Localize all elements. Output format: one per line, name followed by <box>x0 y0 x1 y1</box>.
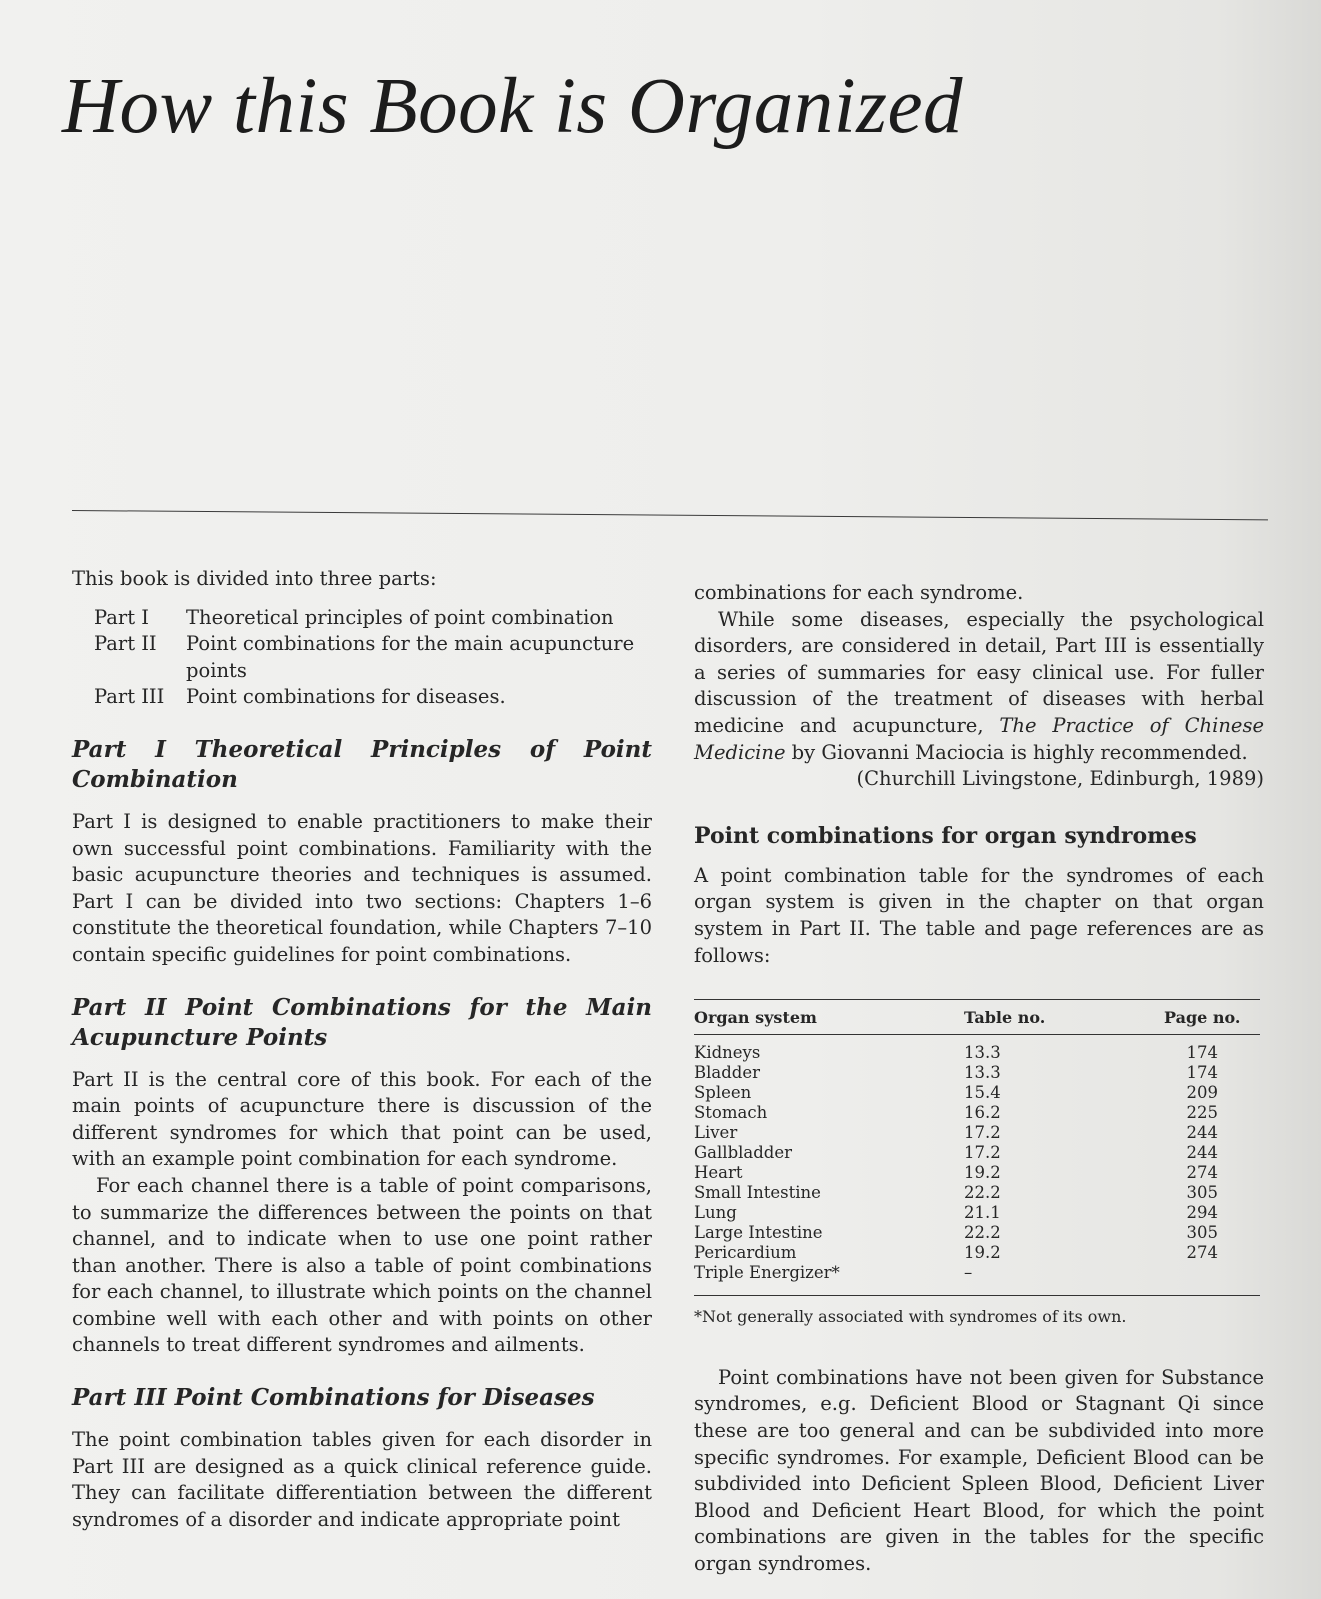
table-row <box>694 1203 1260 1223</box>
column-header-table: Table no. <box>964 1000 1164 1035</box>
left-column <box>72 566 652 1533</box>
page-no-cell: 209 <box>1186 1083 1218 1103</box>
table-footnote: *Not generally associated with syndromes of its own. <box>694 1307 1127 1327</box>
table-no-cell: 13.3 <box>964 1063 1001 1083</box>
title-divider <box>72 510 1268 520</box>
part-item <box>94 605 652 632</box>
organ-cell: Kidneys <box>694 1043 761 1063</box>
section-body-part-1: Part I is designed to enable practitioners to make their own successful point combinations. Familiarity with the basic acupuncture theories and techniques is assumed. Part I can be divided into two sections: Chapters 1–6 constitute the theoretical foundation, while Chapters 7–10 contain specific guidelines for point combinations. <box>72 809 652 966</box>
organ-cell: Spleen <box>694 1083 752 1103</box>
table-row <box>694 1163 1260 1183</box>
table-no-cell: 15.4 <box>964 1083 1001 1103</box>
part-text: Theoretical principles of point combination <box>186 605 614 629</box>
column-header-page: Page no. <box>1164 1000 1260 1035</box>
table-no-cell: 22.2 <box>964 1183 1001 1203</box>
part-text: Point combinations for the main acupuncture points <box>186 632 635 682</box>
parts-list <box>94 605 652 711</box>
table-no-cell: 22.2 <box>964 1223 1001 1243</box>
page-no-cell: 294 <box>1186 1203 1218 1223</box>
table-row <box>694 1243 1260 1263</box>
table-no-cell: 17.2 <box>964 1143 1001 1163</box>
table-no-cell: – <box>964 1263 973 1283</box>
section-body-part-3-continued: combinations for each syndrome. <box>694 581 1024 604</box>
organ-cell: Lung <box>694 1203 737 1223</box>
page-no-cell: 305 <box>1186 1183 1218 1203</box>
table-row <box>694 1123 1260 1143</box>
page-no-cell: 174 <box>1186 1043 1218 1063</box>
page-no-cell: 274 <box>1186 1243 1218 1263</box>
part-label: Part II <box>94 632 157 656</box>
intro-text: This book is divided into three parts: <box>72 567 437 590</box>
organ-table-header <box>694 1000 1260 1035</box>
table-row <box>694 1223 1260 1243</box>
organ-cell: Gallbladder <box>694 1143 793 1163</box>
organ-cell: Stomach <box>694 1103 768 1123</box>
page-no-cell: 174 <box>1186 1063 1218 1083</box>
section-heading-part-2: Part II Point Combinations for the Main Acupuncture Points <box>72 993 652 1051</box>
book-title: The Practice of Chinese Medicine <box>694 713 1264 764</box>
part-text: Point combinations for diseases. <box>186 685 506 709</box>
table-row <box>694 1183 1260 1203</box>
organ-cell: Triple Energizer* <box>694 1263 840 1283</box>
citation: (Churchill Livingstone, Edinburgh, 1989) <box>856 767 1264 791</box>
page-no-cell: 274 <box>1186 1163 1218 1183</box>
table-row <box>694 1263 1260 1296</box>
table-row <box>694 1063 1260 1083</box>
column-header-organ: Organ system <box>694 1000 964 1035</box>
organ-syndromes-heading: Point combinations for organ syndromes <box>694 822 1197 849</box>
table-no-cell: 16.2 <box>964 1103 1001 1123</box>
table-row <box>694 1143 1260 1163</box>
page-no-cell: 225 <box>1186 1103 1218 1123</box>
organ-cell: Small Intestine <box>694 1183 821 1203</box>
organ-cell: Liver <box>694 1123 738 1143</box>
organ-table <box>694 999 1260 1296</box>
right-column <box>694 580 1264 1577</box>
table-row <box>694 1035 1260 1064</box>
table-no-cell: 21.1 <box>964 1203 1001 1223</box>
page-no-cell: 244 <box>1186 1123 1218 1143</box>
page-no-cell <box>1164 1263 1260 1296</box>
page-no-cell: 244 <box>1186 1143 1218 1163</box>
organ-cell: Heart <box>694 1163 743 1183</box>
page-no-cell: 305 <box>1186 1223 1218 1243</box>
section-body-part-2a: Part II is the central core of this book. For each of the main points of acupuncture there is discussion of the different syndromes for which that point can be used, with an example point combination for each syndrome. <box>72 1067 652 1171</box>
part-item <box>94 631 652 684</box>
organ-cell: Large Intestine <box>694 1223 823 1243</box>
section-body-part-2b: For each channel there is a table of point comparisons, to summarize the differences between the points on that channel, and to indicate when to use one point rather than another. There is also a table of point combinations for each channel, to illustrate which points on the channel combine well with each other and with points on other channels to treat different syndromes and ailments. <box>72 1173 652 1357</box>
page-title: How this Book is Organized <box>62 63 964 150</box>
organ-closing-text: Point combinations have not been given for Substance syndromes, e.g. Deficient Blood or Stagnant Qi since these are too general and can be subdivided into more specific syndromes. For example, Deficient Blood can be subdivided into Deficient Spleen Blood, Deficient Liver Blood and Deficient Heart Blood, for which the point combinations are given in the tables for the specific organ syndromes. <box>694 1365 1264 1575</box>
table-no-cell: 19.2 <box>964 1243 1001 1263</box>
part-label: Part III <box>94 685 165 709</box>
organ-cell: Pericardium <box>694 1243 797 1263</box>
section-heading-part-3: Part III Point Combinations for Diseases <box>72 1384 595 1412</box>
table-no-cell: 13.3 <box>964 1043 1001 1063</box>
organ-syndromes-body: A point combination table for the syndromes of each organ system is given in the chapter on that organ system in Part II. The table and page references are as follows: <box>694 863 1264 967</box>
table-row <box>694 1103 1260 1123</box>
table-no-cell: 19.2 <box>964 1163 1001 1183</box>
part-item <box>94 684 652 711</box>
organ-cell: Bladder <box>694 1063 761 1083</box>
table-row <box>694 1083 1260 1103</box>
table-no-cell: 17.2 <box>964 1123 1001 1143</box>
section-body-part-3b: While some diseases, especially the psychological disorders, are considered in detail, Part III is essentially a series of summaries for easy clinical use. For fuller discussion of the treatment of diseases with herbal medicine and acupuncture, The Practice of Chinese Medicine by Giovanni Maciocia is highly recommended. <box>694 607 1264 764</box>
section-body-part-3: The point combination tables given for each disorder in Part III are designed as a quick clinical reference guide. They can facilitate differentiation between the different syndromes of a disorder and indicate appropriate point <box>72 1428 652 1531</box>
section-heading-part-1: Part I Theoretical Principles of Point Combination <box>72 735 652 793</box>
part-label: Part I <box>94 605 149 629</box>
